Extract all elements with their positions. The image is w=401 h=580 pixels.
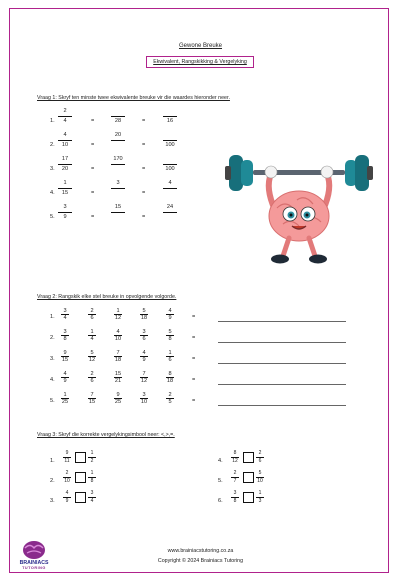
left-denominator: 7 [233, 478, 237, 484]
equals-sign: = [192, 335, 196, 341]
numerator: 9 [116, 392, 120, 398]
numerator: 4 [168, 180, 172, 186]
left-numerator: 3 [233, 490, 237, 496]
fraction-bar [111, 212, 125, 213]
question-number: 4. [50, 190, 55, 196]
equals-sign: = [142, 118, 146, 124]
numerator: 17 [61, 156, 69, 162]
left-denominator: 11 [64, 458, 70, 464]
brain-weightlifter-illustration [225, 148, 373, 266]
equals-sign: = [142, 214, 146, 220]
denominator: 9 [168, 315, 172, 321]
logo-text: BRAINIACS [19, 560, 49, 566]
question-number: 4. [218, 458, 223, 464]
denominator: 6 [142, 336, 146, 342]
page-title: Gewone Breuke [178, 43, 223, 49]
answer-line [218, 321, 346, 322]
left-denominator: 8 [233, 498, 237, 504]
question-number: 2. [50, 335, 55, 341]
right-numerator: 1 [258, 490, 262, 496]
numerator: 3 [142, 329, 146, 335]
question-number: 6. [218, 498, 223, 504]
numerator: 7 [142, 371, 146, 377]
footer-copyright: Copyright © 2024 Brainiacs Tutoring [157, 558, 244, 564]
question-number: 5. [50, 398, 55, 404]
fraction-bar [58, 140, 72, 141]
equals-sign: = [91, 214, 95, 220]
numerator: 4 [116, 329, 120, 335]
fraction-bar [163, 212, 177, 213]
question-number: 2. [50, 478, 55, 484]
denominator: 18 [114, 357, 122, 363]
numerator: 2 [90, 371, 94, 377]
numerator: 1 [90, 329, 94, 335]
denominator: 15 [88, 399, 96, 405]
fraction-bar [111, 164, 125, 165]
denominator: 6 [90, 315, 94, 321]
question-number: 1. [50, 458, 55, 464]
denominator: 20 [61, 166, 69, 172]
question-number: 3. [50, 356, 55, 362]
denominator: 12 [140, 378, 148, 384]
numerator: 3 [63, 204, 67, 210]
denominator: 10 [140, 399, 148, 405]
equals-sign: = [91, 166, 95, 172]
numerator: 5 [90, 350, 94, 356]
right-denominator: 10 [257, 478, 263, 484]
numerator: 2 [90, 308, 94, 314]
answer-line [218, 384, 346, 385]
left-denominator: 9 [65, 498, 69, 504]
denominator: 10 [61, 142, 69, 148]
denominator: 15 [61, 190, 69, 196]
denominator: 10 [114, 336, 122, 342]
numerator: 1 [168, 350, 172, 356]
fraction-bar [163, 140, 177, 141]
numerator: 4 [168, 308, 172, 314]
question-number: 1. [50, 314, 55, 320]
fraction-bar [111, 116, 125, 117]
question-number: 4. [50, 377, 55, 383]
equals-sign: = [142, 142, 146, 148]
equals-sign: = [91, 190, 95, 196]
right-denominator: 8 [90, 478, 94, 484]
question-number: 3. [50, 498, 55, 504]
equals-sign: = [192, 356, 196, 362]
equals-sign: = [192, 398, 196, 404]
numerator: 2 [63, 108, 67, 114]
left-numerator: 2 [233, 470, 237, 476]
q3-heading: Vraag 3: Skryf die korrekte vergelykingsimbool neer: <,>,=. [37, 432, 175, 438]
equals-sign: = [91, 118, 95, 124]
denominator: 21 [114, 378, 122, 384]
denominator: 8 [63, 336, 67, 342]
numerator: 1 [116, 308, 120, 314]
equals-sign: = [142, 190, 146, 196]
equals-sign: = [192, 377, 196, 383]
subtitle-box [146, 56, 254, 68]
left-numerator: 4 [65, 490, 69, 496]
fraction-bar [58, 212, 72, 213]
denominator: 25 [61, 399, 69, 405]
numerator: 3 [116, 180, 120, 186]
fraction-bar [58, 164, 72, 165]
left-denominator: 10 [64, 478, 70, 484]
answer-line [218, 363, 346, 364]
denominator: 25 [114, 399, 122, 405]
right-denominator: 6 [258, 458, 262, 464]
numerator: 8 [168, 371, 172, 377]
numerator: 20 [114, 132, 122, 138]
denominator: 5 [168, 399, 172, 405]
brainiacs-logo [14, 538, 54, 572]
worksheet-border [9, 8, 389, 573]
answer-line [218, 342, 346, 343]
numerator: 1 [63, 180, 67, 186]
question-number: 5. [50, 214, 55, 220]
logo-subtext: TUTORING [22, 566, 46, 570]
fraction-bar [111, 188, 125, 189]
numerator: 170 [113, 156, 123, 162]
fraction-bar [163, 116, 177, 117]
denominator: 6 [90, 378, 94, 384]
numerator: 3 [142, 392, 146, 398]
right-numerator: 2 [258, 450, 262, 456]
left-numerator: 8 [233, 450, 237, 456]
denominator: 4 [90, 336, 94, 342]
numerator: 24 [166, 204, 174, 210]
question-number: 2. [50, 142, 55, 148]
denominator: 100 [165, 142, 175, 148]
numerator: 4 [63, 371, 67, 377]
right-denominator: 2 [90, 458, 94, 464]
right-denominator: 4 [90, 498, 94, 504]
numerator: 1 [63, 392, 67, 398]
numerator: 4 [142, 350, 146, 356]
denominator: 18 [140, 315, 148, 321]
denominator: 18 [166, 378, 174, 384]
question-number: 3. [50, 166, 55, 172]
subtitle: Ekwivalent, Rangskikking & Vergelyking [153, 59, 247, 65]
left-numerator: 9 [65, 450, 69, 456]
denominator: 4 [63, 315, 67, 321]
numerator: 3 [63, 308, 67, 314]
denominator: 15 [61, 357, 69, 363]
denominator: 100 [165, 166, 175, 172]
right-numerator: 3 [90, 490, 94, 496]
equals-sign: = [192, 314, 196, 320]
q2-heading: Vraag 2: Rangskik elke stel breuke in opvolgende volgorde. [37, 294, 177, 300]
brain-logo-icon [14, 538, 54, 560]
numerator: 15 [114, 371, 122, 377]
fraction-bar [111, 140, 125, 141]
numerator: 9 [63, 350, 67, 356]
fraction-bar [163, 164, 177, 165]
q1-heading: Vraag 1: Skryf ten minste twee ekwivalente breuke vir die waardes hieronder neer. [37, 95, 230, 101]
question-number: 5. [218, 478, 223, 484]
equals-sign: = [91, 142, 95, 148]
right-denominator: 3 [258, 498, 262, 504]
left-numerator: 2 [65, 470, 69, 476]
fraction-bar [58, 188, 72, 189]
right-numerator: 1 [90, 450, 94, 456]
numerator: 7 [116, 350, 120, 356]
fraction-bar [58, 116, 72, 117]
denominator: 9 [63, 378, 67, 384]
numerator: 5 [168, 329, 172, 335]
numerator: 4 [63, 132, 67, 138]
right-numerator: 5 [258, 470, 262, 476]
denominator: 12 [114, 315, 122, 321]
left-denominator: 12 [232, 458, 238, 464]
footer-website: www.brainiacstutoring.co.za [167, 548, 234, 554]
numerator: 3 [63, 329, 67, 335]
numerator: 2 [168, 392, 172, 398]
denominator: 8 [168, 336, 172, 342]
denominator: 9 [63, 214, 67, 220]
denominator: 12 [88, 357, 96, 363]
denominator: 4 [63, 118, 67, 124]
fraction-bar [163, 188, 177, 189]
denominator: 28 [114, 118, 122, 124]
equals-sign: = [142, 166, 146, 172]
numerator: 5 [142, 308, 146, 314]
denominator: 9 [142, 357, 146, 363]
numerator: 15 [114, 204, 122, 210]
numerator: 7 [90, 392, 94, 398]
answer-line [218, 405, 346, 406]
right-numerator: 1 [90, 470, 94, 476]
denominator: 6 [168, 357, 172, 363]
denominator: 16 [166, 118, 174, 124]
question-number: 1. [50, 118, 55, 124]
